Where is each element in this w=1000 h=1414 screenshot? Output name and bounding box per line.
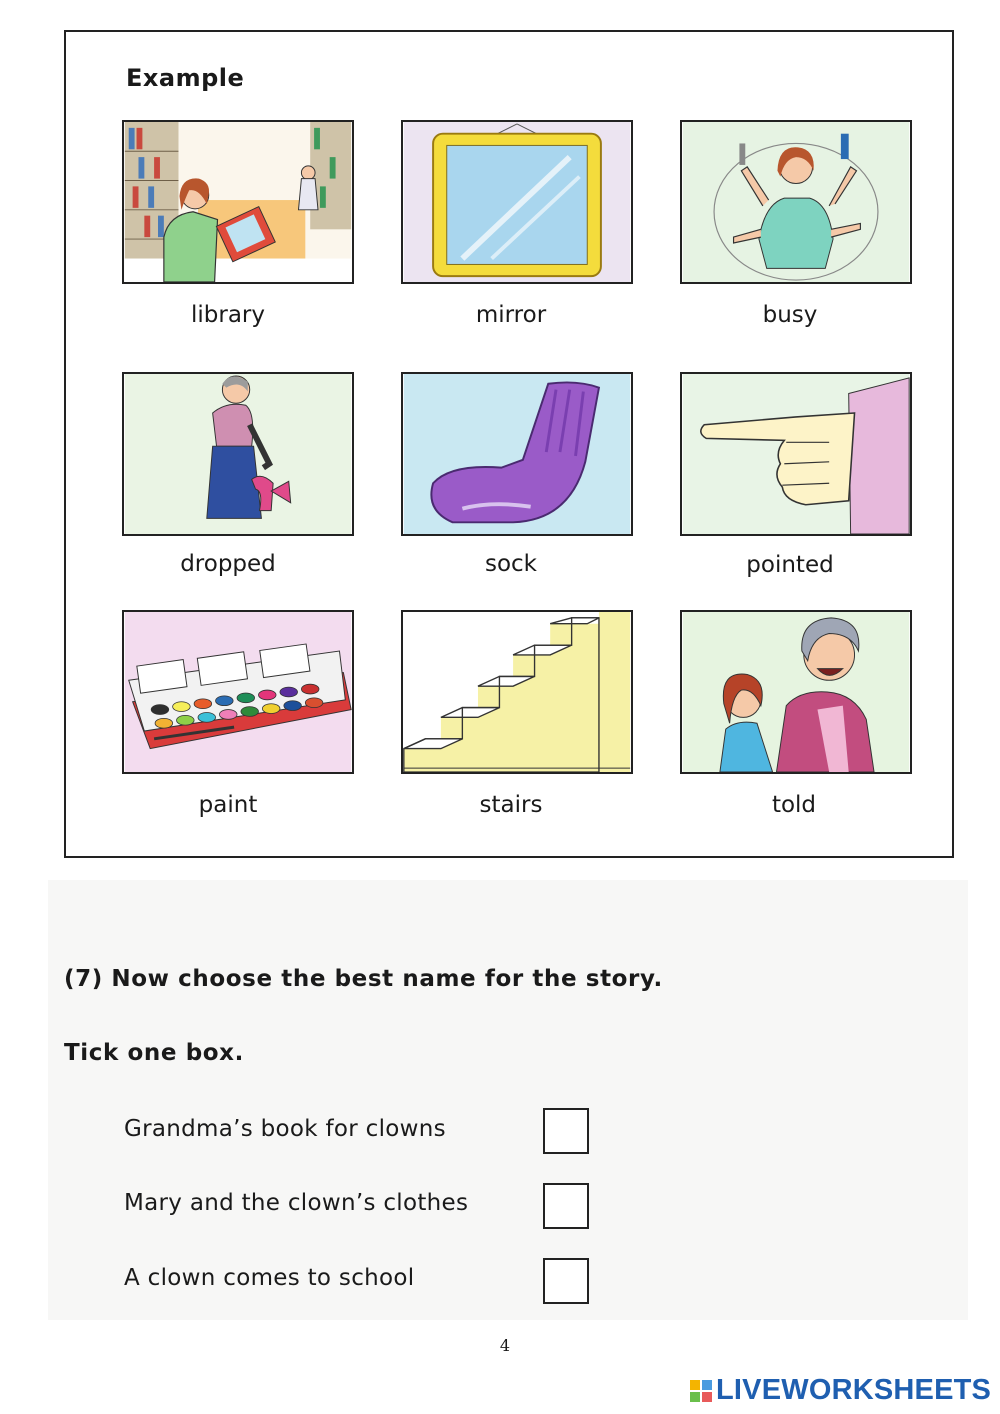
option-label-1: Grandma’s book for clowns [124, 1116, 446, 1142]
word-told: told [771, 792, 817, 818]
dropped-picture [122, 372, 354, 536]
word-sock: sock [484, 551, 538, 577]
question-background [48, 880, 968, 1320]
liveworksheets-logo[interactable] [690, 1374, 991, 1407]
question-instruction: Tick one box. [64, 1040, 244, 1066]
word-mirror: mirror [475, 302, 547, 328]
tick-box-option-1[interactable] [543, 1108, 589, 1154]
word-busy: busy [762, 302, 818, 328]
word-library: library [191, 302, 265, 328]
liveworksheets-icon [690, 1380, 712, 1402]
pointed-picture [680, 372, 912, 536]
word-pointed: pointed [746, 552, 834, 578]
option-label-3: A clown comes to school [124, 1265, 415, 1291]
example-title: Example [126, 64, 245, 92]
word-dropped: dropped [180, 551, 276, 577]
stairs-picture [401, 610, 633, 774]
busy-picture [680, 120, 912, 284]
word-paint: paint [198, 792, 258, 818]
tick-box-option-3[interactable] [543, 1258, 589, 1304]
sock-picture [401, 372, 633, 536]
word-stairs: stairs [479, 792, 543, 818]
option-label-2: Mary and the clown’s clothes [124, 1190, 469, 1216]
mirror-picture [401, 120, 633, 284]
told-picture [680, 610, 912, 774]
brand-name: LIVEWORKSHEETS [716, 1374, 992, 1406]
paint-picture [122, 610, 354, 774]
page-number: 4 [499, 1336, 511, 1355]
tick-box-option-2[interactable] [543, 1183, 589, 1229]
question-prompt: (7) Now choose the best name for the story. [64, 966, 663, 992]
library-picture [122, 120, 354, 284]
